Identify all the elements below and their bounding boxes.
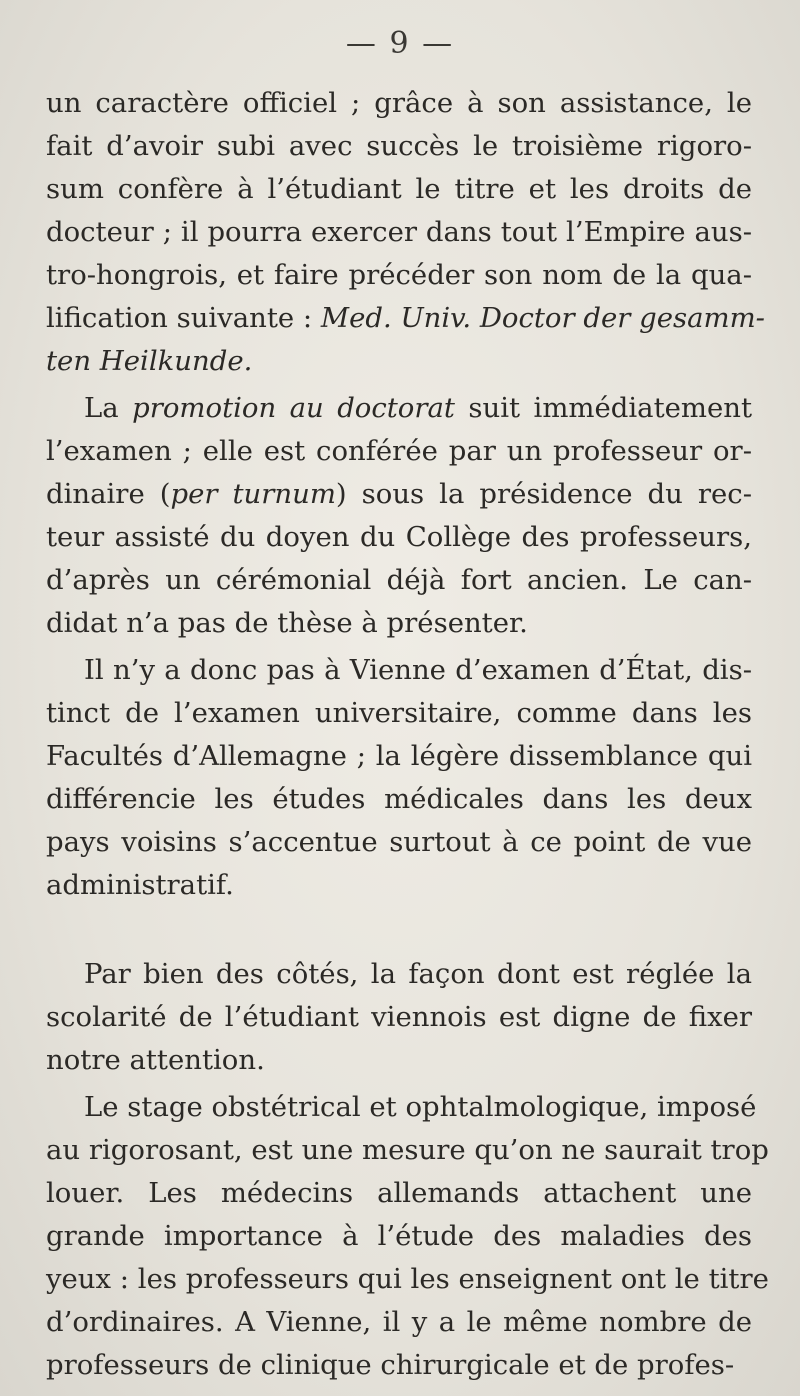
text-line [46,430,752,473]
text-line [46,168,752,211]
text-line [46,953,752,996]
italic-text: Med. Univ. Doctor der gesamm- [320,302,765,334]
section-break [46,907,752,953]
text-line [46,778,752,821]
text-segment: suit immédiatement [454,392,753,424]
text-body [46,82,769,1387]
text-line [46,1344,752,1387]
text-segment: l’examen ; elle est conférée par un professeur or- [46,435,752,467]
text-segment: louer. Les médecins allemands attachent une [46,1177,752,1209]
text-segment: Par bien des côtés, la façon dont est réglée la [84,958,752,990]
text-line [46,1215,752,1258]
text-segment: administratif. [46,869,234,901]
text-line [46,254,752,297]
text-segment: notre attention. [46,1044,265,1076]
text-line [46,559,752,602]
text-segment: grande importance à l’étude des maladies des [46,1220,752,1252]
paragraph-2 [46,387,752,645]
italic-text: per turnum [170,478,336,510]
text-segment: au rigorosant, est une mesure qu’on ne saurait trop [46,1134,769,1166]
text-line [46,1039,752,1082]
paragraph-5 [46,1086,769,1387]
text-segment: fait d’avoir subi avec succès le troisième rigoro- [46,130,752,162]
text-line [46,211,752,254]
text-line [46,864,752,907]
text-segment: Il n’y a donc pas à Vienne d’examen d’État, dis- [84,654,752,686]
text-segment: professeurs de clinique chirurgicale et de profes- [46,1349,735,1381]
text-line [46,735,752,778]
text-segment: Le stage obstétrical et ophtalmologique, imposé [84,1091,757,1123]
text-line [46,821,752,864]
text-line [46,1086,757,1129]
text-segment: Facultés d’Allemagne ; la légère dissemblance qui [46,740,752,772]
text-line [46,516,752,559]
text-segment: yeux : les professeurs qui les enseignent ont le titre [46,1263,769,1295]
text-segment: d’après un cérémonial déjà fort ancien. Le can- [46,564,752,596]
paragraph-4 [46,953,752,1082]
text-line [46,1301,752,1344]
text-line [46,82,752,125]
page-number: — 9 — [345,26,455,61]
text-segment: docteur ; il pourra exercer dans tout l’Empire aus- [46,216,752,248]
text-segment: teur assisté du doyen du Collège des professeurs, [46,521,752,553]
text-segment: ) sous la présidence du rec- [335,478,752,510]
italic-text: ten Heilkunde. [46,345,253,377]
text-line [46,1172,752,1215]
text-segment: pays voisins s’accentue surtout à ce point de vue [46,826,752,858]
text-line [46,387,752,430]
text-line [46,649,752,692]
text-segment: tro-hongrois, et faire précéder son nom de la qua- [46,259,752,291]
text-segment: La [84,392,133,424]
text-line [46,1258,769,1301]
text-line [46,297,765,340]
text-segment: différencie les études médicales dans les deux [46,783,752,815]
text-line [46,340,752,383]
paragraph-1 [46,82,765,383]
italic-text: promotion au doctorat [132,392,455,424]
text-segment: tinct de l’examen universitaire, comme dans les [46,697,752,729]
text-line [46,125,752,168]
text-segment: scolarité de l’étudiant viennois est digne de fixer [46,1001,752,1033]
text-line [46,692,752,735]
text-line [46,602,752,645]
text-segment: didat n’a pas de thèse à présenter. [46,607,528,639]
text-segment: sum confère à l’étudiant le titre et les droits de [46,173,752,205]
text-line [46,996,752,1039]
text-segment: dinaire ( [46,478,171,510]
text-line [46,473,752,516]
text-segment: lification suivante : [46,302,321,334]
text-segment: d’ordinaires. A Vienne, il y a le même nombre de [46,1306,752,1338]
paragraph-3 [46,649,752,907]
text-line [46,1129,769,1172]
text-segment: un caractère officiel ; grâce à son assistance, le [46,87,752,119]
